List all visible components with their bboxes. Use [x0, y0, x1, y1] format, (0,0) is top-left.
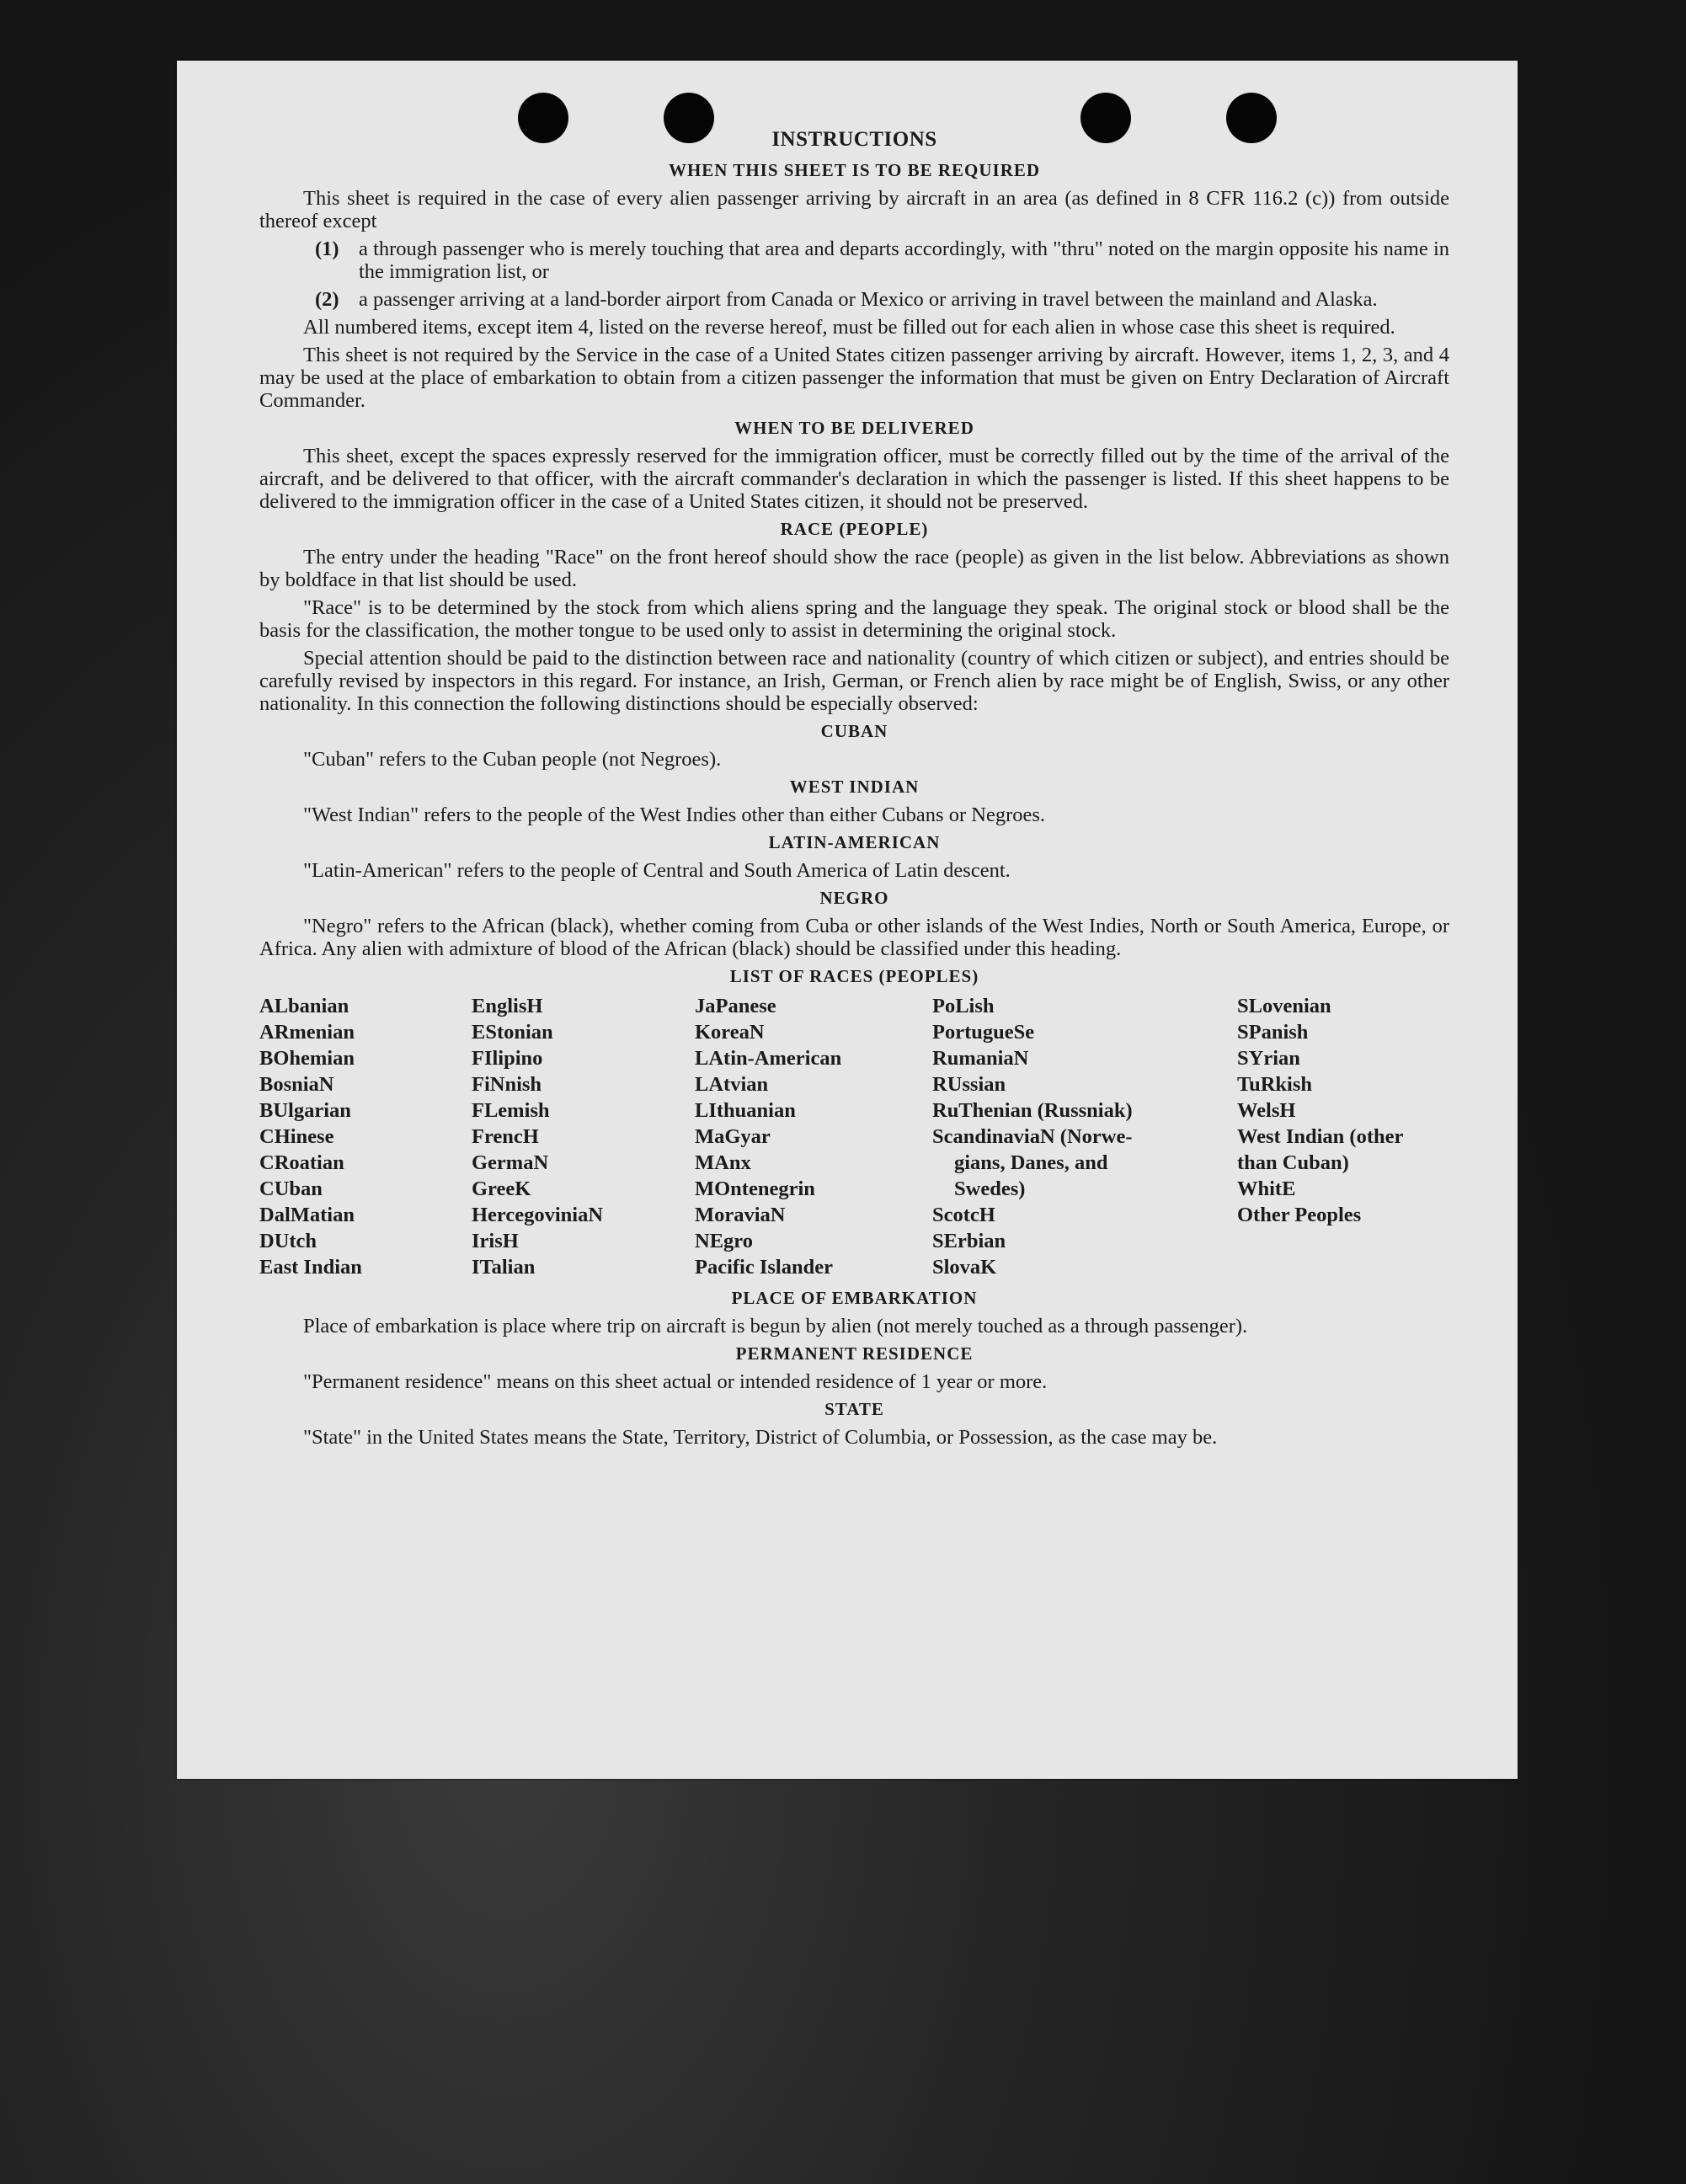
race-entry: MoraviaN — [695, 1204, 786, 1226]
race-entry: West Indian (other — [1237, 1125, 1404, 1148]
race-entry: NEgro — [695, 1230, 753, 1252]
race-entry: East Indian — [259, 1256, 362, 1279]
cuban-paragraph: "Cuban" refers to the Cuban people (not Negroes). — [303, 748, 722, 771]
section-heading-state: STATE — [824, 1399, 884, 1419]
race-entry: DUtch — [259, 1230, 317, 1252]
residence-paragraph: "Permanent residence" means on this sheet actual or intended residence of 1 year or more. — [303, 1370, 1048, 1393]
section-heading-residence: PERMANENT RESIDENCE — [735, 1343, 974, 1364]
race-entry: RuThenian (Russniak) — [932, 1099, 1133, 1122]
race-entry: LIthuanian — [695, 1099, 796, 1122]
race-entry: FrencH — [472, 1125, 539, 1148]
race-entry: WhitE — [1237, 1177, 1296, 1200]
race-entry: CUban — [259, 1177, 323, 1200]
race-entry: PoLish — [932, 995, 995, 1017]
race-entry: FiNnish — [472, 1073, 542, 1096]
citizen-paragraph: This sheet is not required by the Service in the case of a United States citizen passenger arriving by aircraft. However, items 1, 2, 3, and 4 may be used at the place of embarkation to obtain from a citizen passenger the information that must be given on Entry Declaration of Aircraft Commander. — [259, 344, 1449, 412]
section-heading-embarkation: PLACE OF EMBARKATION — [731, 1288, 978, 1308]
race-entry: SPanish — [1237, 1021, 1309, 1044]
race-entry: KoreaN — [695, 1021, 765, 1044]
race-entry: gians, Danes, and — [954, 1151, 1108, 1174]
race-entry: IrisH — [472, 1230, 519, 1252]
race-entry: MaGyar — [695, 1125, 771, 1148]
when-delivered-paragraph: This sheet, except the spaces expressly reserved for the immigration officer, must be correctly filled out by the time of the arrival of the aircraft, and be delivered to that officer, with the aircraft commander's declaration in which the passenger is listed. If this sheet happens to be delivered to the immigration officer in the case of a United States citizen, it should not be preserved. — [259, 445, 1449, 513]
race-entry: PortugueSe — [932, 1021, 1035, 1044]
race-entry: EStonian — [472, 1021, 553, 1044]
exception-item-2 — [259, 288, 1449, 311]
section-heading-negro: NEGRO — [819, 888, 889, 908]
race-entry: Other Peoples — [1237, 1204, 1362, 1226]
section-heading-west-indian: WEST INDIAN — [789, 777, 920, 797]
negro-paragraph: "Negro" refers to the African (black), whether coming from Cuba or other islands of the West Indies, North or South America, Europe, or Africa. Any alien with admixture of blood of the African (black) should be classified under this heading. — [259, 915, 1449, 960]
race-entry: TuRkish — [1237, 1073, 1313, 1096]
west-indian-paragraph: "West Indian" refers to the people of the West Indies other than either Cubans or Negroes. — [303, 804, 1046, 826]
when-required-intro: This sheet is required in the case of every alien passenger arriving by aircraft in an area (as defined in 8 CFR 116.2 (c)) from outside thereof except — [259, 187, 1449, 232]
state-paragraph: "State" in the United States means the State, Territory, District of Columbia, or Possession, as the case may be. — [303, 1426, 1218, 1449]
race-entry: GermaN — [472, 1151, 549, 1174]
section-heading-when-required: WHEN THIS SHEET IS TO BE REQUIRED — [668, 160, 1041, 180]
instruction-sheet — [177, 61, 1518, 1779]
race-entry: Swedes) — [954, 1177, 1026, 1200]
race-paragraph-2: "Race" is to be determined by the stock from which aliens spring and the language they speak. The original stock or blood shall be the basis for the classification, the mother tongue to be used only to assist in determining the original stock. — [259, 596, 1449, 642]
race-entry: SLovenian — [1237, 995, 1331, 1017]
race-entry: MAnx — [695, 1151, 751, 1174]
section-heading-latin-american: LATIN-AMERICAN — [768, 832, 941, 852]
race-entry: CHinese — [259, 1125, 334, 1148]
race-entry: ITalian — [472, 1256, 536, 1279]
race-paragraph-1: The entry under the heading "Race" on the front hereof should show the race (people) as given in the list below. Abbreviations as shown by boldface in that list should be used. — [259, 546, 1449, 591]
race-entry: LAtvian — [695, 1073, 769, 1096]
section-heading-list-of-races: LIST OF RACES (PEOPLES) — [729, 966, 979, 986]
race-entry: RUssian — [932, 1073, 1006, 1096]
latin-american-paragraph: "Latin-American" refers to the people of Central and South America of Latin descent. — [303, 859, 1011, 882]
sheet-content — [259, 128, 1449, 1454]
item-text: a through passenger who is merely touching that area and departs accordingly, with "thru" noted on the margin opposite his name in the immigration list, or — [359, 238, 1449, 283]
races-column — [932, 993, 1237, 1280]
item-text: a passenger arriving at a land-border airport from Canada or Mexico or arriving in travel between the mainland and Alaska. — [359, 288, 1378, 311]
race-entry: JaPanese — [695, 995, 776, 1017]
race-entry: CRoatian — [259, 1151, 344, 1174]
item-number: (2) — [315, 288, 339, 311]
race-entry: GreeK — [472, 1177, 531, 1200]
race-entry: SlovaK — [932, 1256, 997, 1279]
race-entry: ScotcH — [932, 1204, 995, 1226]
race-entry: FIlipino — [472, 1047, 543, 1070]
races-column — [1237, 993, 1449, 1280]
race-entry: SYrian — [1237, 1047, 1300, 1070]
race-entry: than Cuban) — [1237, 1151, 1349, 1174]
race-entry: ARmenian — [259, 1021, 355, 1044]
race-entry: BosniaN — [259, 1073, 334, 1096]
race-entry: BOhemian — [259, 1047, 355, 1070]
races-list — [259, 993, 1449, 1280]
page-title: INSTRUCTIONS — [771, 128, 937, 151]
race-entry: ALbanian — [259, 995, 349, 1017]
section-heading-when-delivered: WHEN TO BE DELIVERED — [734, 418, 974, 438]
race-entry: BUlgarian — [259, 1099, 351, 1122]
race-entry: RumaniaN — [932, 1047, 1029, 1070]
exception-item-1 — [259, 238, 1449, 283]
races-column — [259, 993, 472, 1280]
race-entry: HercegoviniaN — [472, 1204, 604, 1226]
race-entry: FLemish — [472, 1099, 550, 1122]
race-entry: EnglisH — [472, 995, 543, 1017]
item-number: (1) — [315, 238, 339, 260]
race-entry: DalMatian — [259, 1204, 355, 1226]
race-entry: MOntenegrin — [695, 1177, 815, 1200]
race-entry: LAtin-American — [695, 1047, 842, 1070]
race-entry: Pacific Islander — [695, 1256, 833, 1279]
section-heading-cuban: CUBAN — [820, 721, 888, 741]
race-entry: WelsH — [1237, 1099, 1296, 1122]
races-column — [695, 993, 932, 1280]
numbered-items-paragraph: All numbered items, except item 4, listed on the reverse hereof, must be filled out for each alien in whose case this sheet is required. — [303, 316, 1395, 339]
embarkation-paragraph: Place of embarkation is place where trip on aircraft is begun by alien (not merely touched as a through passenger). — [303, 1315, 1248, 1338]
race-paragraph-3: Special attention should be paid to the distinction between race and nationality (country of which citizen or subject), and entries should be carefully revised by inspectors in this regard. For instance, an Irish, German, or French alien by race might be of English, Swiss, or any other nationality. In this connection the following distinctions should be especially observed: — [259, 647, 1449, 715]
race-entry: ScandinaviaN (Norwe- — [932, 1125, 1133, 1148]
races-column — [472, 993, 695, 1280]
section-heading-race: RACE (PEOPLE) — [780, 519, 929, 539]
race-entry: SErbian — [932, 1230, 1006, 1252]
